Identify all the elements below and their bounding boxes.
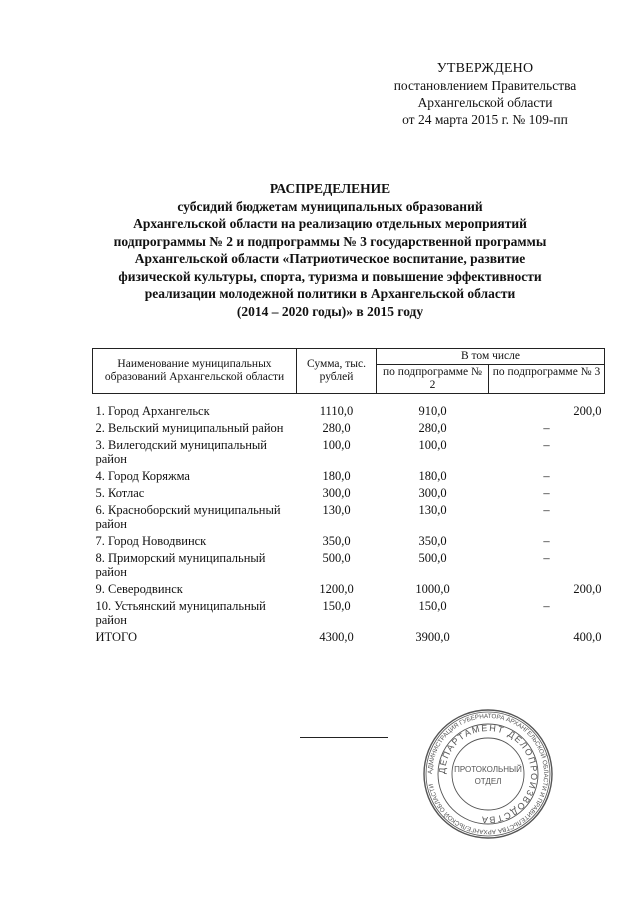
row-sub3: – (543, 599, 550, 613)
row-sum: 180,0 (322, 469, 351, 483)
header-sum: Сумма, тыс. рублей (297, 349, 377, 394)
table-row (93, 404, 605, 421)
table-row (93, 421, 605, 438)
row-sub2: 100,0 (418, 438, 447, 452)
approval-line-1: постановлением Правительства (393, 78, 577, 93)
table-row (93, 438, 605, 469)
stamp-middle-text: ДЕПАРТАМЕНТ ДЕЛОПРОИЗВОДСТВА (436, 722, 540, 826)
row-sub3: – (543, 438, 550, 452)
stamp-outer-text: АДМИНИСТРАЦИЯ ГУБЕРНАТОРА АРХАНГЕЛЬСКОЙ ОБЛАСТИ И ПРАВИТЕЛЬСТВА АРХАНГЕЛЬСКОЙ ОБЛАСТИ (426, 712, 550, 836)
row-sum: 500,0 (322, 551, 351, 565)
row-sub2: 280,0 (418, 421, 447, 435)
row-name: 8. Приморский муниципальный район (95, 551, 266, 579)
row-sub2: 130,0 (418, 503, 447, 517)
table-row (93, 599, 605, 630)
approval-line-2: Архангельской области (417, 95, 553, 110)
row-sub3: – (543, 469, 550, 483)
row-name: 6. Красноборский муниципальный район (95, 503, 281, 531)
stamp-center-line-2: ОТДЕЛ (474, 777, 502, 786)
title-line: Архангельской области на реализацию отдельных мероприятий (133, 216, 527, 231)
row-sub2: 1000,0 (415, 582, 450, 596)
row-sub2: 300,0 (418, 486, 447, 500)
row-name: 9. Северодвинск (95, 582, 183, 596)
row-sub3: 200,0 (573, 404, 602, 418)
table-row (93, 469, 605, 486)
row-sum: 1200,0 (319, 582, 354, 596)
stamp-inner-ring (452, 738, 524, 810)
table-row (93, 551, 605, 582)
table-total-row (93, 630, 605, 647)
row-sum: 350,0 (322, 534, 351, 548)
stamp-center-line-1: ПРОТОКОЛЬНЫЙ (454, 765, 522, 774)
row-name: 10. Устьянский муниципальный район (95, 599, 266, 627)
table-row (93, 486, 605, 503)
title-line: подпрограммы № 2 и подпрограммы № 3 государственной программы (113, 233, 547, 249)
row-sub2: 350,0 (418, 534, 447, 548)
row-name: 7. Город Новодвинск (95, 534, 207, 548)
title-line: (2014 – 2020 годы)» в 2015 году (236, 303, 424, 319)
approval-line-3: от 24 марта 2015 г. № 109-пп (402, 112, 568, 127)
header-including: В том числе (377, 349, 605, 365)
header-sub3: по подпрограмме № 3 (489, 365, 605, 394)
row-sub3: – (543, 486, 550, 500)
row-sum: 300,0 (322, 486, 351, 500)
row-name: 2. Вельский муниципальный район (95, 421, 284, 435)
title-line: РАСПРЕДЕЛЕНИЕ (269, 181, 391, 196)
row-name: 1. Город Архангельск (95, 404, 210, 418)
row-sub2: 150,0 (418, 599, 447, 613)
distribution-table (92, 348, 605, 647)
row-sum: 280,0 (322, 421, 351, 435)
row-name: 4. Город Коряжма (95, 469, 190, 483)
title-line: Архангельской области «Патриотическое воспитание, развитие (134, 251, 526, 266)
row-sub3: – (543, 503, 550, 517)
row-sum: 1110,0 (319, 404, 354, 418)
row-sum: 100,0 (322, 438, 351, 452)
total-sum: 4300,0 (319, 630, 354, 644)
title-line: субсидий бюджетам муниципальных образований (177, 198, 483, 214)
header-sub2: по подпрограмме № 2 (377, 365, 489, 394)
row-sub3: – (543, 421, 550, 435)
table-row (93, 503, 605, 534)
total-name: ИТОГО (95, 630, 137, 644)
table-row (93, 534, 605, 551)
row-sub2: 910,0 (418, 404, 447, 418)
total-sub3: 400,0 (573, 630, 602, 644)
row-sub2: 500,0 (418, 551, 447, 565)
total-sub2: 3900,0 (415, 630, 450, 644)
row-sum: 150,0 (322, 599, 351, 613)
signature-line (300, 737, 388, 738)
row-sub3: – (543, 551, 550, 565)
official-stamp (422, 708, 554, 840)
row-name: 3. Вилегодский муниципальный район (95, 438, 267, 466)
row-name: 5. Котлас (95, 486, 145, 500)
header-name: Наименование муниципальных образований Архангельской области (93, 349, 297, 394)
row-sum: 130,0 (322, 503, 351, 517)
title-line: реализации молодежной политики в Архангельской области (144, 286, 516, 301)
row-sub3: 200,0 (573, 582, 602, 596)
document-title (70, 180, 590, 320)
approval-head: УТВЕРЖДЕНО (436, 61, 534, 76)
row-sub3: – (543, 534, 550, 548)
table-row (93, 582, 605, 599)
approval-block (360, 60, 610, 128)
title-line: физической культуры, спорта, туризма и повышение эффективности (118, 268, 542, 284)
row-sub2: 180,0 (418, 469, 447, 483)
